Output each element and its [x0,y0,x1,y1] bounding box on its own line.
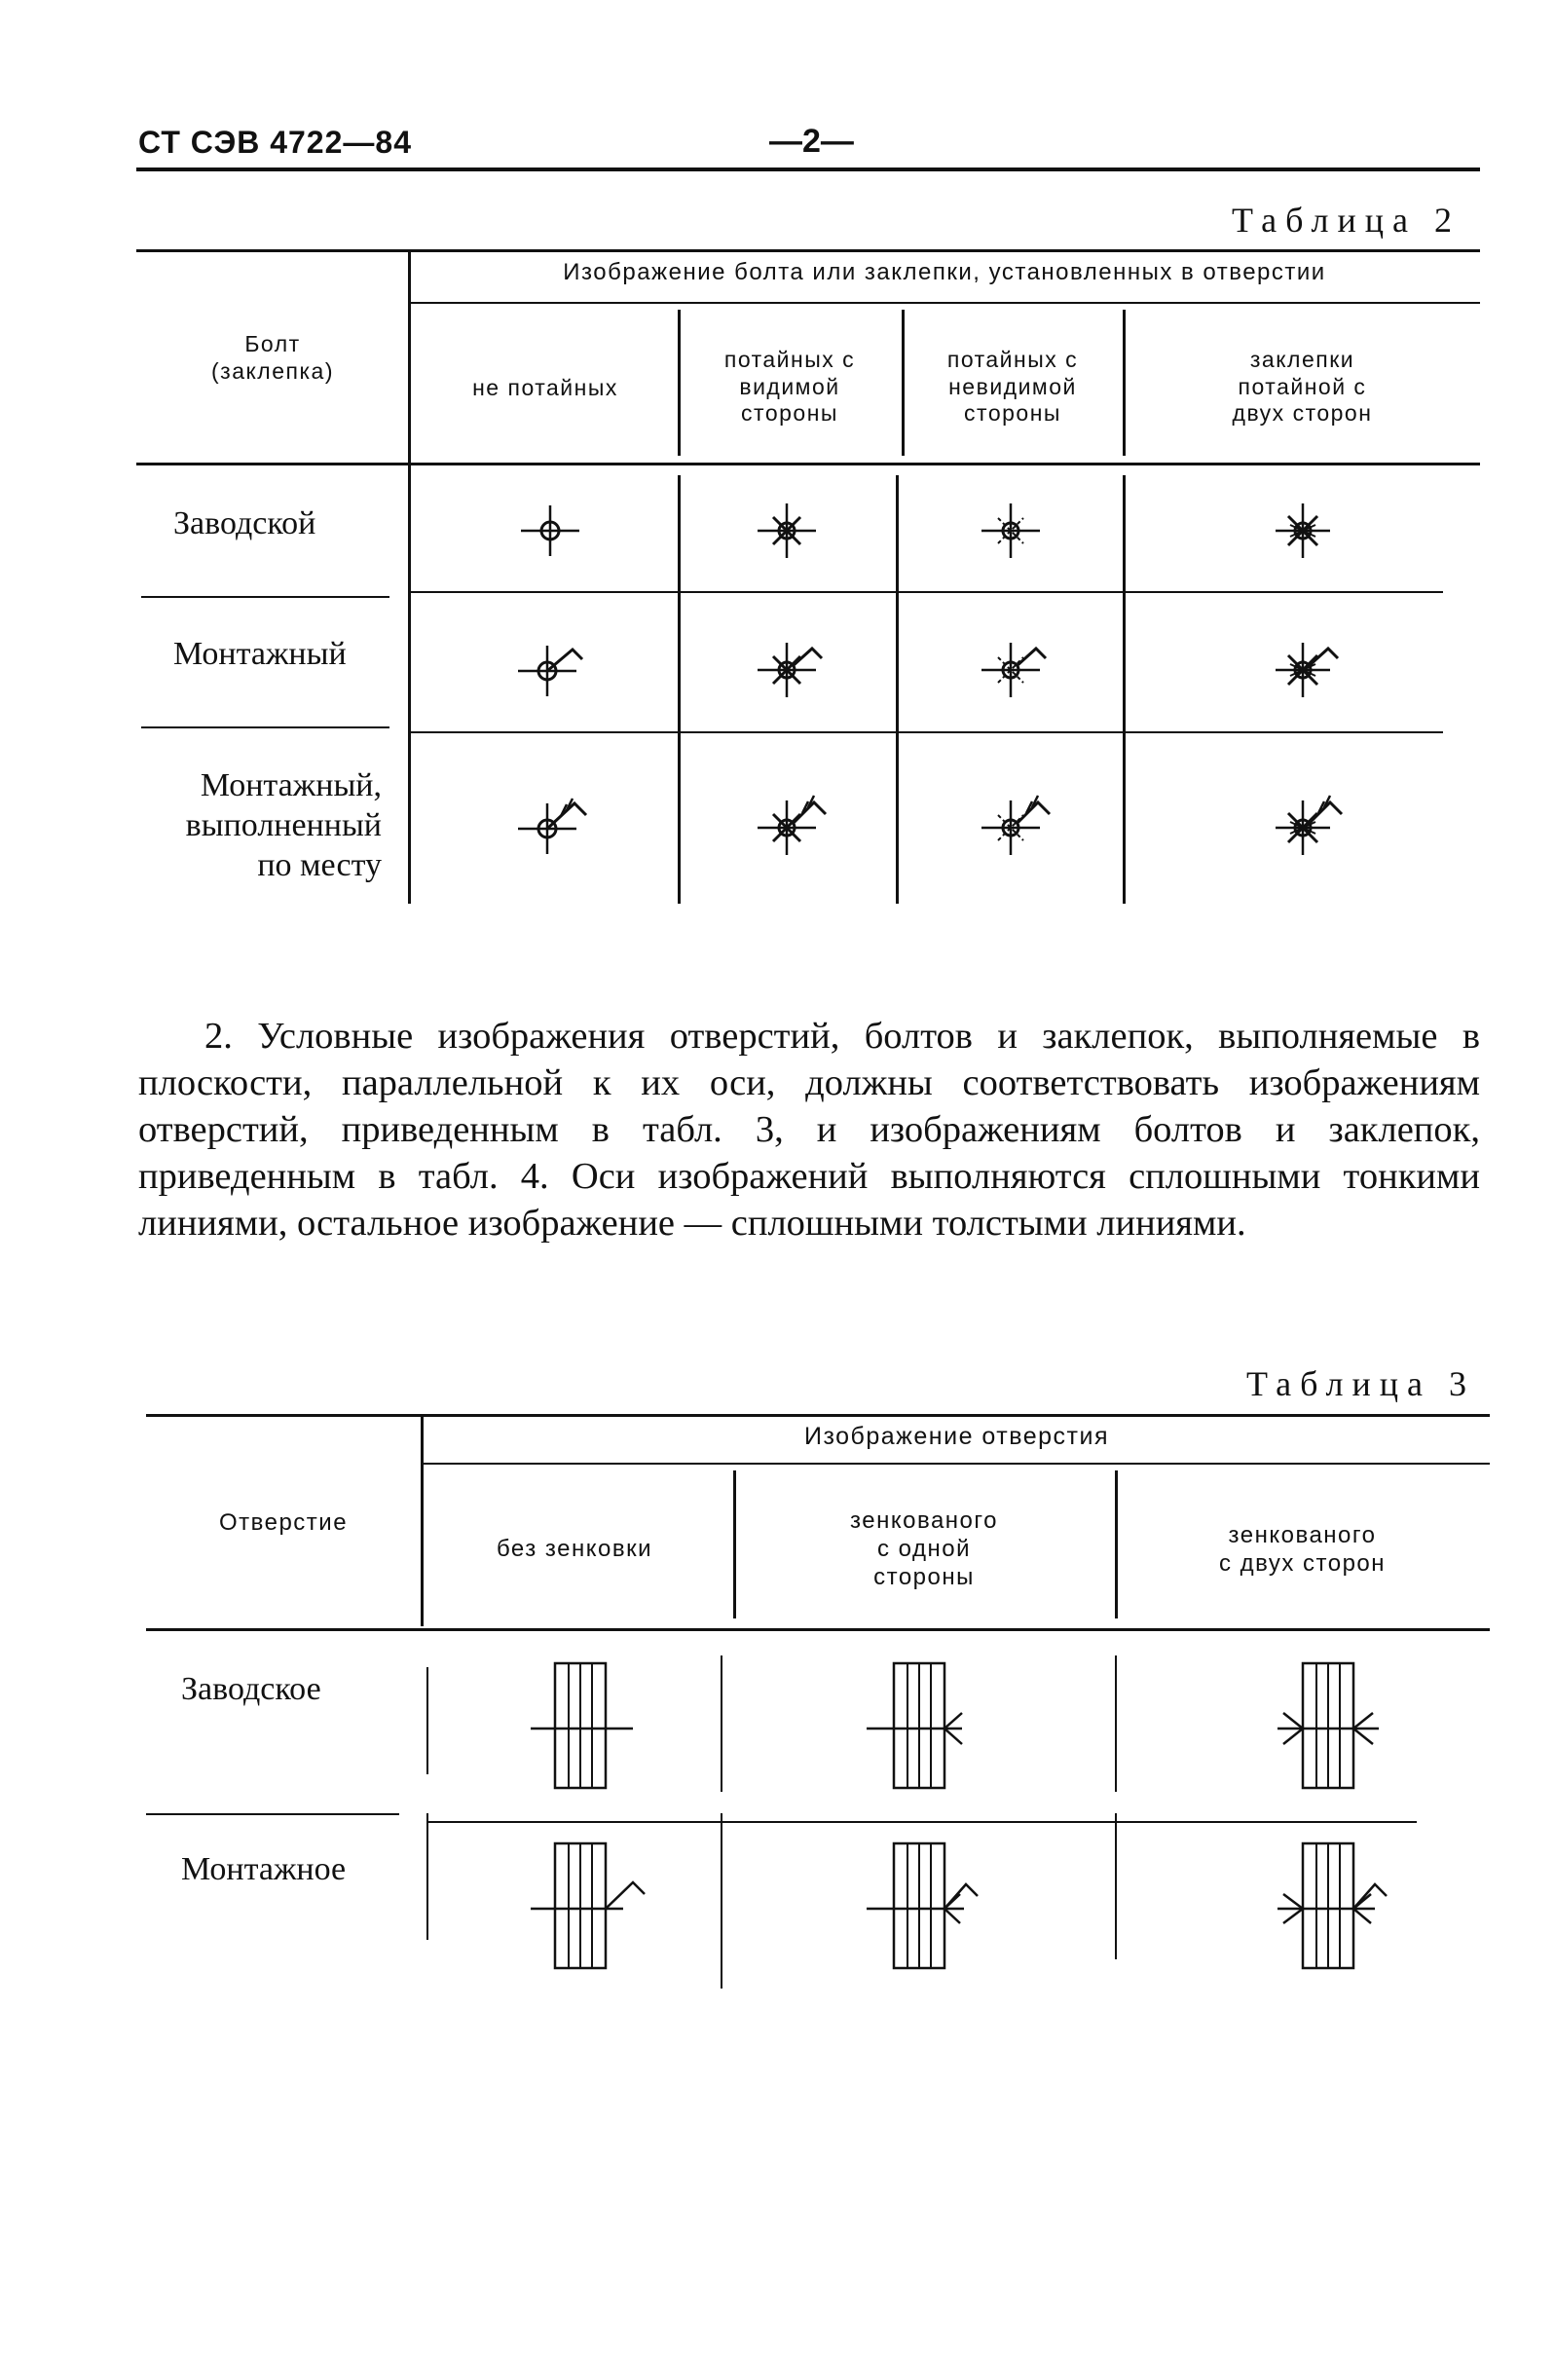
table-2-col-3: потайных с невидимой стороны [946,347,1079,427]
countersunk-hidden-site-symbol [972,767,1079,867]
table-3-col-3: зенкованого с двух сторон [1218,1522,1387,1577]
table-2-row-3-label: Монтажный, выполненный по месту [185,767,382,883]
countersunk-visible-mount-symbol [748,619,845,709]
hole-countersunk-one-side-symbol [857,1660,983,1792]
table-3-row-1-label: Заводское [181,1671,321,1707]
table-3-col-1: без зенковки [496,1536,653,1562]
table-3-col-2: зенкованого с одной стороны [850,1507,998,1590]
hole-countersunk-two-sides-mount-symbol [1266,1836,1392,1972]
countersunk-visible-symbol [748,490,826,572]
standard-number: СТ СЭВ 4722—84 [138,125,412,160]
rivet-both-sides-mount-symbol [1264,619,1361,709]
table-2-group-header: Изображение болта или заклепки, установленных в отверстии [563,259,1326,285]
hole-countersunk-one-side-mount-symbol [857,1836,983,1972]
countersunk-visible-site-symbol [748,767,855,867]
hole-countersunk-two-sides-symbol [1266,1660,1392,1792]
table-2-col-2: потайных с видимой стороны [723,347,856,427]
header-rule [136,167,1480,171]
table-3-caption: Таблица 3 [1246,1364,1475,1403]
table-2-col-1: не потайных [472,375,618,400]
countersunk-hidden-symbol [972,490,1050,572]
table-2-col-4: заклепки потайной с двух сторон [1232,347,1373,427]
body-paragraph [138,1013,1480,1246]
table-3-group-header: Изображение отверстия [804,1423,1109,1450]
plain-bolt-site-symbol [508,769,615,867]
table-2-row-2-label: Монтажный [173,636,347,672]
hole-plain-mount-symbol [526,1836,652,1972]
rivet-both-sides-symbol [1264,490,1342,572]
countersunk-hidden-mount-symbol [972,619,1069,709]
paragraph-2-text: 2. Условные изображения отверстий, болтов и заклепок, выполняемые в плоскости, параллельной к их оси, должны соответствовать изображениям отверстий, приведенным в табл. 3, и изображениям болтов и заклепок, приведенным в табл. 4. Оси изображений выполняются сплошными тонкими линиями, остальное изображение — сплошными толстыми линиями. [138,1016,1480,1244]
table-2-row-1-label: Заводской [173,505,316,541]
plain-bolt-mount-symbol [508,621,606,709]
table-3-row-header: Отверстие [218,1509,349,1536]
table-3-row-2-label: Монтажное [181,1851,347,1887]
page-number: —2— [769,123,854,160]
hole-plain-symbol [526,1660,643,1792]
plain-bolt-symbol [511,492,589,570]
table-2-caption: Таблица 2 [1232,201,1461,240]
rivet-both-sides-site-symbol [1264,767,1371,867]
table-2-row-header: Болт (заклепка) [210,331,334,384]
